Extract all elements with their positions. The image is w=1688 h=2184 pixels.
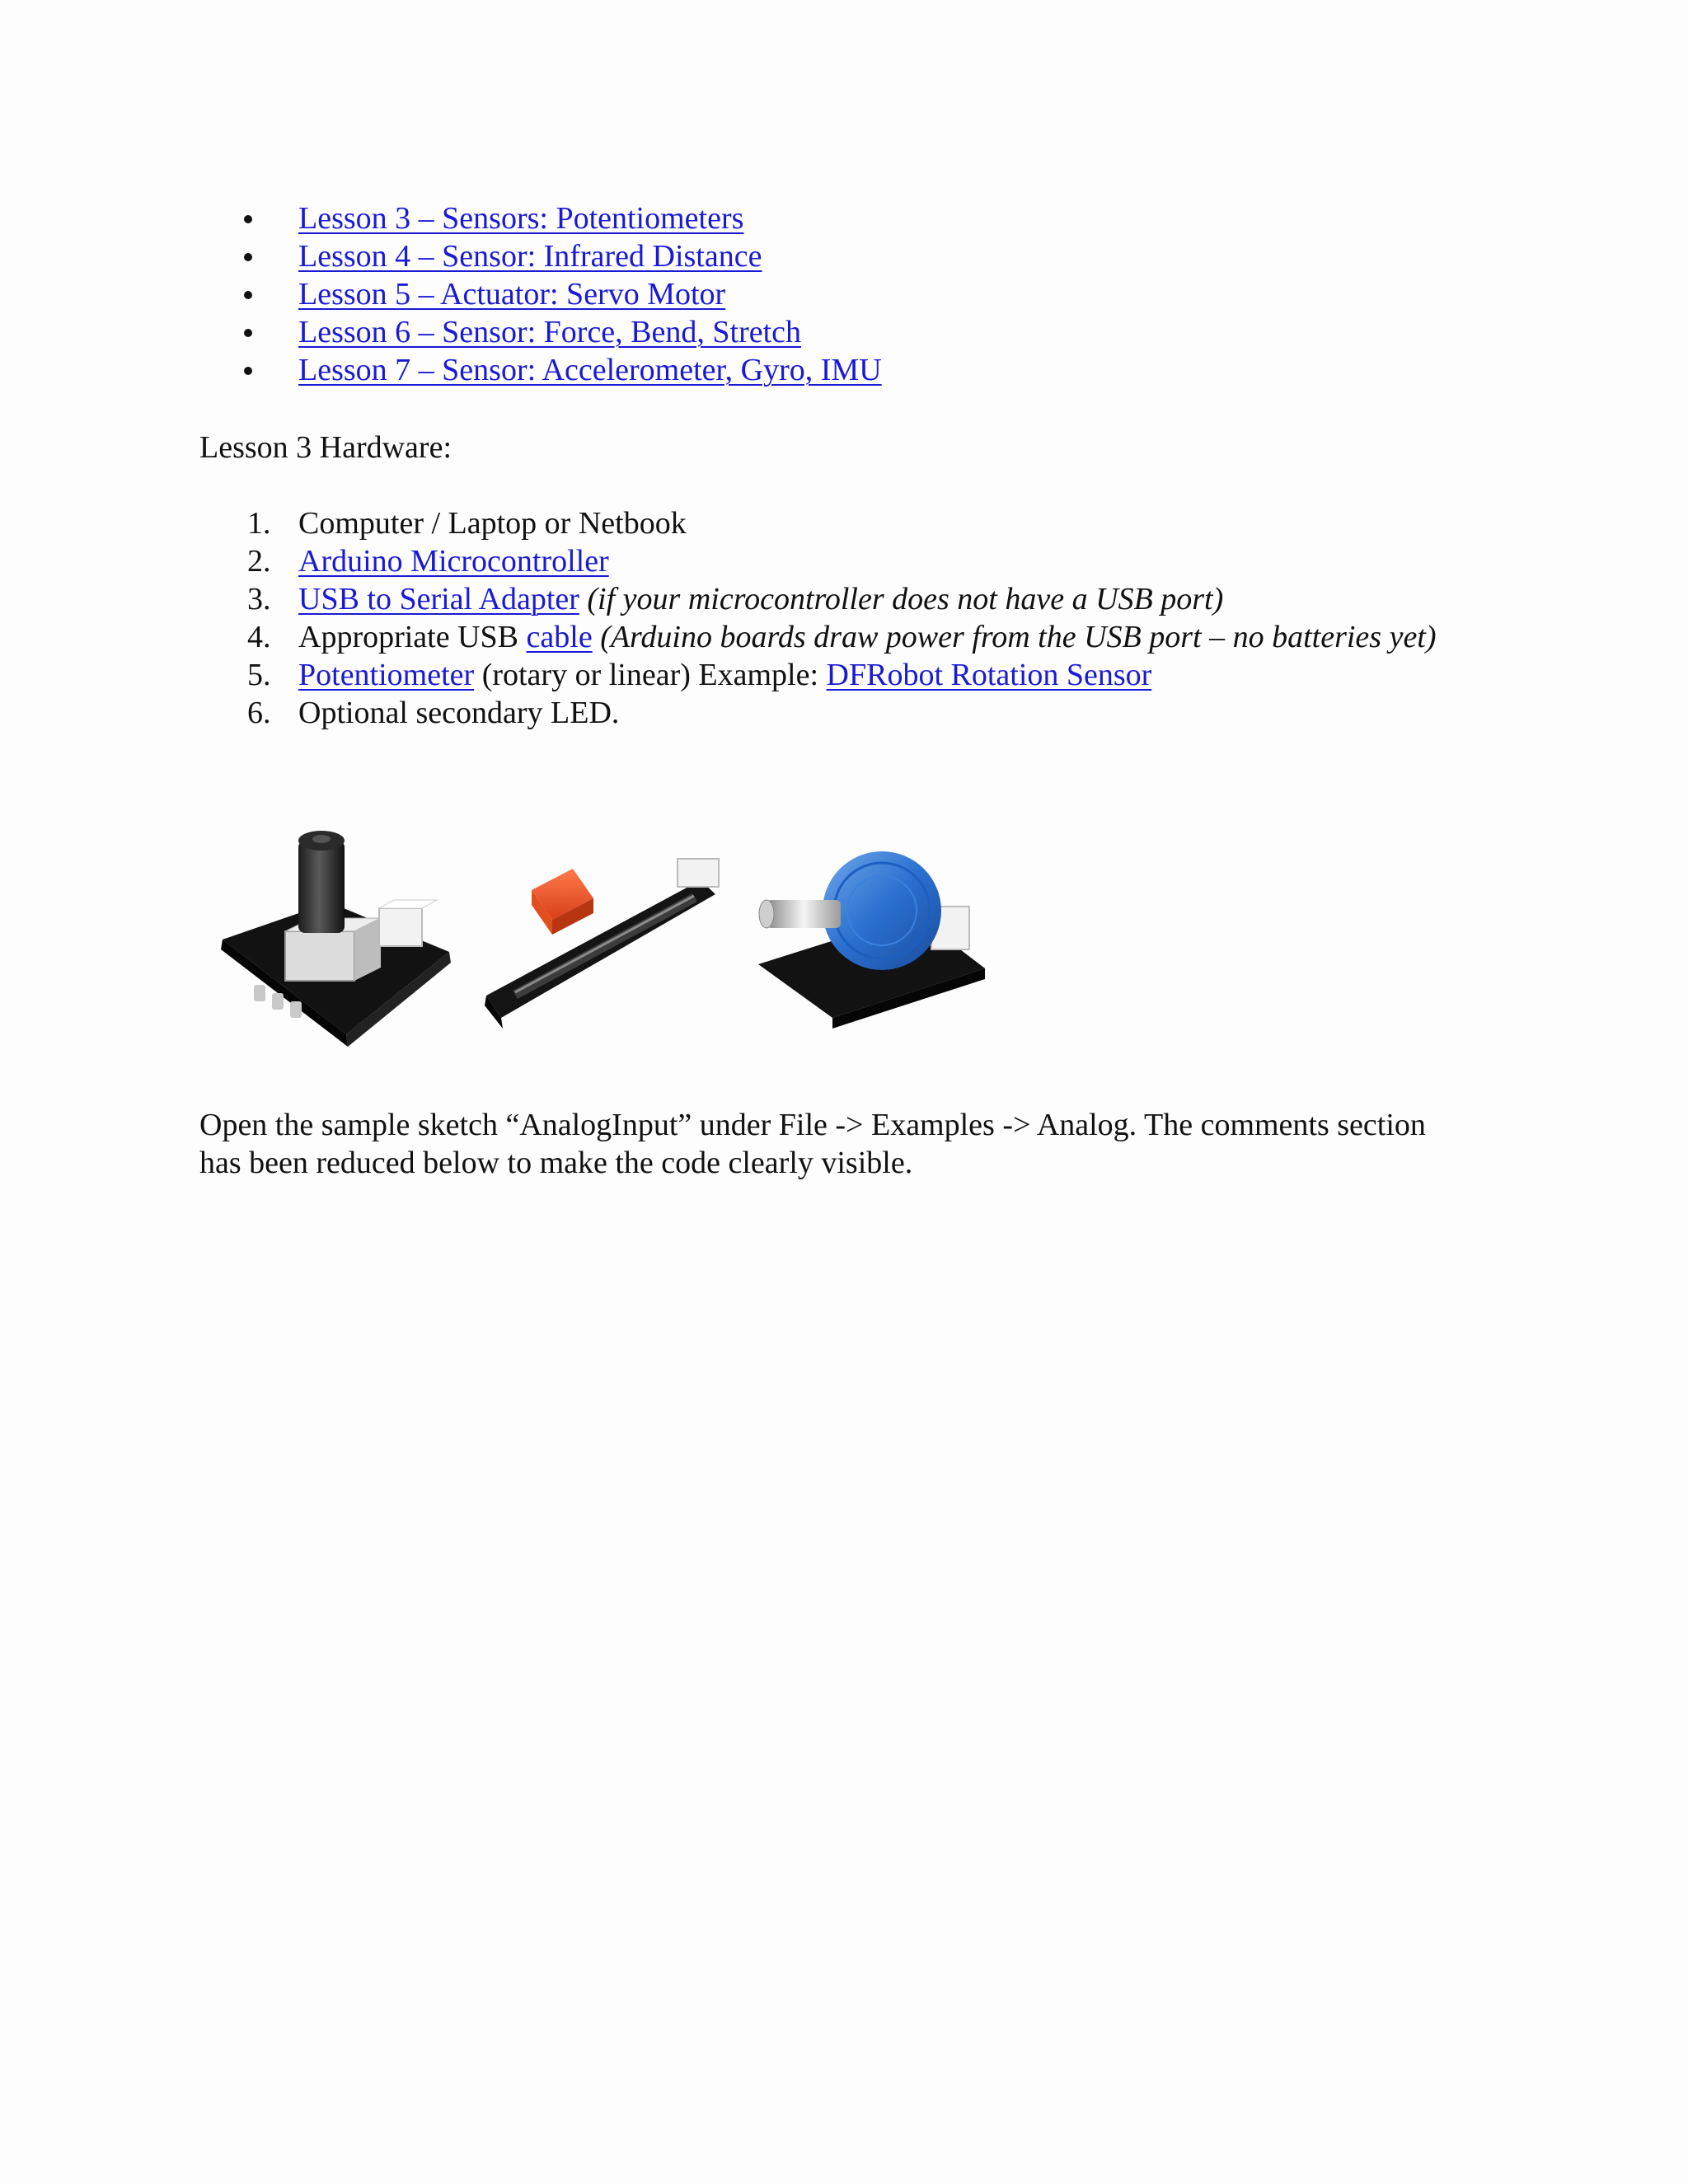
item-number: 1. (247, 506, 271, 541)
slide-potentiometer-image (485, 859, 719, 1029)
list-item (199, 237, 882, 275)
lesson-3-link[interactable]: Lesson 3 – Sensors: Potentiometers (298, 201, 744, 236)
multiturn-potentiometer-image (758, 851, 985, 1029)
lesson-4-link[interactable]: Lesson 4 – Sensor: Infrared Distance (298, 239, 762, 274)
arduino-microcontroller-link[interactable]: Arduino Microcontroller (298, 544, 609, 579)
bullet-icon (244, 215, 252, 223)
instructions-paragraph: Open the sample sketch “AnalogInput” under File -> Examples -> Analog. The comments section has been reduced below to make the code clearly visible. (199, 1108, 1426, 1180)
hardware-item-computer (199, 504, 1485, 542)
usb-serial-adapter-link[interactable]: USB to Serial Adapter (298, 582, 579, 616)
hardware-item-usb-serial (199, 580, 1485, 618)
bullet-icon (244, 329, 252, 337)
bullet-icon (244, 253, 252, 261)
hardware-item-usb-cable (199, 618, 1485, 656)
item-number: 2. (247, 544, 271, 579)
bullet-icon (244, 367, 252, 375)
item-note: (if your microcontroller does not have a USB port) (587, 582, 1224, 616)
hardware-heading: Lesson 3 Hardware: (199, 430, 452, 465)
item-text: Computer / Laptop or Netbook (298, 506, 687, 541)
lesson-7-link[interactable]: Lesson 7 – Sensor: Accelerometer, Gyro, IMU (298, 353, 882, 387)
lesson-5-link[interactable]: Lesson 5 – Actuator: Servo Motor (298, 277, 726, 312)
hardware-item-arduino (199, 542, 1485, 580)
lesson-link-list (199, 199, 882, 389)
list-item (199, 199, 882, 237)
lesson-6-link[interactable]: Lesson 6 – Sensor: Force, Bend, Stretch (298, 315, 802, 349)
item-number: 3. (247, 582, 271, 616)
usb-cable-link[interactable]: cable (526, 620, 593, 654)
dfrobot-rotation-sensor-link[interactable]: DFRobot Rotation Sensor (826, 658, 1152, 692)
rotary-potentiometer-image (221, 831, 451, 1047)
item-number: 6. (247, 696, 271, 730)
item-text: Appropriate USB (298, 620, 519, 654)
hardware-item-led (199, 694, 1485, 732)
item-text: (rotary or linear) Example: (481, 658, 819, 692)
hardware-item-potentiometer (199, 656, 1485, 694)
item-note: (Arduino boards draw power from the USB port – no batteries yet) (600, 620, 1437, 654)
potentiometer-link[interactable]: Potentiometer (298, 658, 475, 692)
list-item (199, 313, 882, 351)
potentiometer-photos (206, 816, 997, 1063)
hardware-list (199, 504, 1485, 732)
item-text: Optional secondary LED. (298, 696, 620, 730)
item-number: 5. (247, 658, 271, 692)
item-number: 4. (247, 620, 271, 654)
list-item (199, 275, 882, 313)
list-item (199, 351, 882, 389)
bullet-icon (244, 291, 252, 299)
